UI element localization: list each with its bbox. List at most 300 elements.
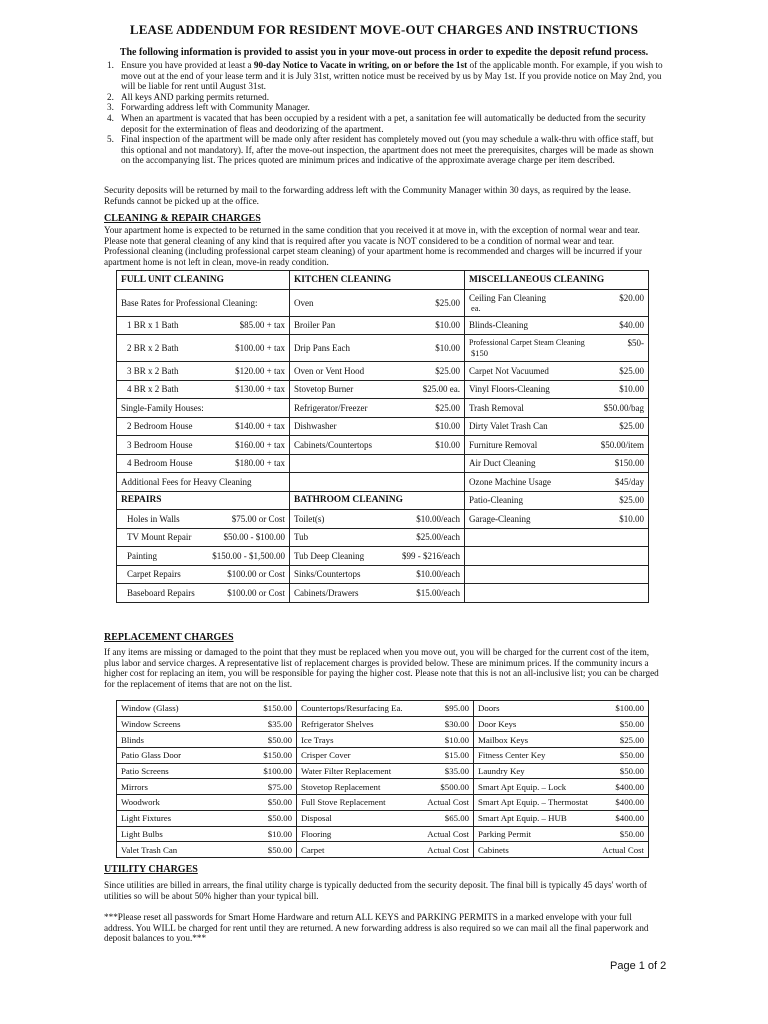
- charges-cell: [465, 528, 649, 547]
- replacement-cell: [297, 732, 474, 748]
- cleaning-paragraph: Your apartment home is expected to be returned in the same condition that you received it at move in, with the exception of normal wear and tear. Please note that general cleaning of any kind that is required after you vacate is NOT considered to be a condition of normal wear and tear. Professional cleaning (including professional carpet steam cleaning) of your apartment home is recommended and charges will be incurred if your apartment home is not left in clean, move-in ready condition.: [104, 225, 642, 267]
- charge-item-label: Ceiling Fan Cleaning: [469, 292, 546, 303]
- charges-cell: [465, 289, 649, 316]
- replacement-item-price: $10.00: [444, 734, 469, 745]
- replacement-item-label: Mirrors: [121, 781, 148, 792]
- charges-row: [117, 380, 649, 399]
- charge-item-label: Cabinets/Countertops: [294, 439, 372, 450]
- replacement-item: [478, 829, 644, 839]
- step-number: 2.: [107, 91, 114, 102]
- charges-cell: [290, 528, 465, 547]
- charges-cell: [465, 491, 649, 510]
- replacement-item-price: $100.00: [615, 703, 644, 714]
- replacement-item: [121, 735, 292, 745]
- charge-item: [469, 384, 644, 394]
- replacement-item: [301, 782, 469, 792]
- charges-cell: [290, 510, 465, 529]
- charge-item: [121, 551, 285, 561]
- charges-row: [117, 491, 649, 510]
- replacement-item-price: $500.00: [440, 781, 469, 792]
- charges-cell: [117, 473, 290, 492]
- charges-row: [117, 417, 649, 436]
- charge-item-label: Professional Carpet Steam Cleaning: [469, 338, 585, 347]
- replacement-item-label: Countertops/Resurfacing Ea.: [301, 703, 403, 714]
- charge-item: [469, 338, 644, 348]
- replacement-item: [301, 703, 469, 713]
- charge-item-label: Drip Pans Each: [294, 343, 350, 353]
- replacement-cell: [297, 795, 474, 811]
- charge-item: [469, 366, 644, 376]
- charge-item-price: $40.00: [619, 320, 644, 331]
- charge-item-label: Trash Removal: [469, 402, 524, 413]
- charge-item-label: Refrigerator/Freezer: [294, 402, 368, 413]
- charge-item-price: $99 - $216/each: [402, 550, 460, 561]
- replacement-item-label: Flooring: [301, 828, 332, 839]
- replacement-item-label: Valet Trash Can: [121, 844, 178, 855]
- replacement-item-label: Cabinets: [478, 844, 509, 855]
- charge-item: [121, 320, 285, 330]
- replacement-cell: [474, 716, 649, 732]
- charges-cell: [117, 528, 290, 547]
- replacement-item-label: Refrigerator Shelves: [301, 719, 374, 730]
- charge-item: [121, 569, 285, 579]
- charges-column-heading: REPAIRS: [117, 491, 290, 510]
- charges-cell: [290, 289, 465, 316]
- charges-cell: [290, 473, 465, 492]
- replacement-row: [117, 732, 649, 748]
- replacement-cell: [474, 732, 649, 748]
- charges-cell: [465, 335, 649, 362]
- replacement-item-price: $50.00: [267, 844, 292, 855]
- replacement-item-label: Light Bulbs: [121, 828, 163, 839]
- replacement-cell: [474, 701, 649, 717]
- charge-item: [469, 403, 644, 413]
- charge-item-label: Dishwasher: [294, 421, 337, 432]
- charge-item-price: $100.00 + tax: [235, 343, 285, 353]
- charge-item-price: $25.00: [435, 365, 460, 376]
- replacement-item-price: $50.00: [267, 813, 292, 824]
- charge-item-label: Dirty Valet Trash Can: [469, 421, 548, 432]
- charge-item-label: Garage-Cleaning: [469, 513, 531, 524]
- replacement-item-price: $50.00: [619, 766, 644, 777]
- step-item: [104, 102, 664, 113]
- charge-item-price: $10.00: [435, 343, 460, 353]
- replacement-item: [301, 750, 469, 760]
- charge-item: [294, 551, 460, 561]
- charges-row: [117, 454, 649, 473]
- cleaning-repair-charges-table: [116, 270, 649, 603]
- charge-item: [469, 477, 644, 487]
- replacement-item: [121, 703, 292, 713]
- charge-item-label: Furniture Removal: [469, 439, 538, 450]
- charge-item-label: Toilet(s): [294, 513, 325, 524]
- step-number: 1.: [107, 60, 114, 70]
- replacement-item: [478, 766, 644, 776]
- charge-item-label: Oven: [294, 297, 314, 308]
- charge-item-label: Oven or Vent Hood: [294, 365, 365, 376]
- replacement-item: [121, 782, 292, 792]
- replacement-cell: [117, 763, 297, 779]
- step-text: Ensure you have provided at least a: [121, 60, 254, 70]
- charge-item-price: $160.00 + tax: [235, 439, 285, 450]
- step-number: 5.: [107, 134, 114, 145]
- replacement-cell: [474, 842, 649, 858]
- charge-item-price: $100.00 or Cost: [227, 587, 285, 598]
- charges-cell: [465, 399, 649, 418]
- charges-row: [117, 316, 649, 335]
- deposit-paragraph: Security deposits will be returned by mail to the forwarding address left with the Community Manager within 30 days, as required by the lease. Refunds cannot be picked up at the office.: [104, 185, 631, 206]
- charges-cell: [117, 335, 290, 362]
- charges-cell: [290, 565, 465, 584]
- replacement-cell: [117, 732, 297, 748]
- replacement-cell: [474, 810, 649, 826]
- replacement-item-label: Woodwork: [121, 797, 160, 808]
- charges-cell: [290, 380, 465, 399]
- replacement-item-price: $400.00: [615, 797, 644, 808]
- replacement-item-price: $150.00: [263, 703, 292, 714]
- charges-row: [117, 528, 649, 547]
- replacement-item-price: $400.00: [615, 781, 644, 792]
- charge-item: [121, 440, 285, 450]
- replacement-item-price: $35.00: [267, 719, 292, 730]
- charge-item-price: $45/day: [615, 476, 644, 487]
- charge-item-label: 2 Bedroom House: [127, 421, 193, 432]
- charge-item-label: 2 BR x 2 Bath: [127, 343, 179, 353]
- charge-item: [294, 320, 460, 330]
- charges-cell: [290, 454, 465, 473]
- charge-item: [121, 421, 285, 431]
- replacement-cell: [297, 826, 474, 842]
- charge-item-price: $50-: [627, 338, 644, 348]
- charge-item: [121, 477, 285, 487]
- charges-cell: [117, 584, 290, 603]
- replacement-item-price: $50.00: [619, 719, 644, 730]
- charges-cell: [117, 380, 290, 399]
- charges-cell: [117, 454, 290, 473]
- replacement-section-heading: REPLACEMENT CHARGES: [104, 632, 234, 643]
- replacement-item-price: $75.00: [267, 781, 292, 792]
- charge-item-price: $25.00: [619, 421, 644, 432]
- replacement-cell: [297, 810, 474, 826]
- replacement-item: [121, 719, 292, 729]
- replacement-paragraph: If any items are missing or damaged to the point that they must be replaced when you move out, you will be charged for the current cost of the item, plus labor and service charges. A representative list of replacement charges is provided below. These are minimum prices. If the community incurs a higher cost for replacing an item, you will be responsible for paying the higher cost. Please note that this is not an all-inclusive list; you can be charged for the replacement of items that are not on the list.: [104, 647, 659, 689]
- step-item: [104, 92, 664, 103]
- charge-item-label: Carpet Not Vacuumed: [469, 365, 549, 376]
- step-emphasis: 90-day Notice to Vacate in writing, on or before the 1st: [253, 60, 468, 70]
- charges-row: [117, 584, 649, 603]
- replacement-row: [117, 779, 649, 795]
- charge-item: [294, 366, 460, 376]
- page-number: Page 1 of 2: [610, 960, 667, 972]
- charges-cell: [290, 547, 465, 566]
- replacement-item: [121, 750, 292, 760]
- utility-paragraph: Since utilities are billed in arrears, the final utility charge is typically deducted from the security deposit. The final bill is typically 45 days' worth of utilities so will be about 50% higher than your typical bill.: [104, 880, 647, 901]
- replacement-item-label: Ice Trays: [301, 734, 334, 745]
- replacement-item-label: Mailbox Keys: [478, 734, 529, 745]
- charge-item: [294, 440, 460, 450]
- charges-column-heading: BATHROOM CLEANING: [290, 491, 465, 510]
- charge-item: [121, 298, 285, 308]
- replacement-item: [301, 797, 469, 807]
- charge-item-price: $10.00: [435, 421, 460, 432]
- charges-cell: [465, 380, 649, 399]
- replacement-cell: [117, 701, 297, 717]
- charge-item: [121, 532, 285, 542]
- charges-cell: [465, 584, 649, 603]
- charge-item-label: Cabinets/Drawers: [294, 587, 359, 598]
- charge-item-price: $140.00 + tax: [235, 421, 285, 432]
- replacement-item: [478, 750, 644, 760]
- replacement-item-price: $25.00: [619, 734, 644, 745]
- charges-cell: [465, 510, 649, 529]
- replacement-item-label: Blinds: [121, 734, 144, 745]
- replacement-item: [301, 829, 469, 839]
- replacement-row: [117, 795, 649, 811]
- replacement-cell: [117, 779, 297, 795]
- replacement-cell: [117, 826, 297, 842]
- replacement-cell: [117, 842, 297, 858]
- charge-item: [294, 569, 460, 579]
- charge-item-label: 4 Bedroom House: [127, 458, 193, 469]
- charge-item-price: $180.00 + tax: [235, 458, 285, 469]
- charge-item-label: Stovetop Burner: [294, 384, 354, 395]
- charges-cell: [465, 565, 649, 584]
- step-text: Final inspection of the apartment will be made only after resident has completely moved out (you may schedule a walk-thru with office staff, but this optional and not mandatory). If, after the move-out inspection, the apartment does not meet the prerequisites, charges will be made as shown on the accompanying list. The prices quoted are minimum prices and indicative of the approximate average charge per item described.: [121, 134, 654, 166]
- charge-item: [294, 532, 460, 542]
- charges-column-heading: MISCELLANEOUS CLEANING: [465, 271, 649, 290]
- replacement-item: [301, 719, 469, 729]
- replacement-cell: [474, 779, 649, 795]
- replacement-item-price: $65.00: [444, 813, 469, 824]
- charge-item-label: TV Mount Repair: [127, 532, 192, 543]
- charges-cell: [465, 473, 649, 492]
- replacement-item: [478, 797, 644, 807]
- replacement-item: [478, 845, 644, 855]
- replacement-item-price: $30.00: [444, 719, 469, 730]
- step-text-continued: of the applicable month. For example, if you wish to move out at the end of your lease term and it is July 31st, written notice must be received by us by May 1st. If you provide notice on May 2nd, you will be liable for rent until August 31st.: [121, 60, 663, 92]
- charges-cell: [117, 510, 290, 529]
- charge-item: [294, 588, 460, 598]
- replacement-row: [117, 763, 649, 779]
- charge-item-price: $10.00: [619, 513, 644, 524]
- charges-cell: [465, 547, 649, 566]
- charge-item: [121, 514, 285, 524]
- step-item: [104, 113, 664, 134]
- replacement-item-price: $100.00: [263, 766, 292, 777]
- step-item: [104, 134, 664, 166]
- charge-item-label: Single-Family Houses:: [121, 402, 204, 413]
- replacement-item-price: Actual Cost: [427, 844, 469, 855]
- step-text: Forwarding address left with Community Manager.: [121, 102, 310, 113]
- intro-statement: The following information is provided to assist you in your move-out process in order to expedite the deposit refund process.: [119, 47, 649, 58]
- charge-item-label: Blinds-Cleaning: [469, 320, 528, 331]
- replacement-cell: [117, 748, 297, 764]
- replacement-item-price: $15.00: [444, 750, 469, 761]
- replacement-cell: [297, 701, 474, 717]
- charge-item-price: $50.00/bag: [603, 402, 644, 413]
- charge-item: [294, 298, 460, 308]
- charge-item: [469, 458, 644, 468]
- charge-item: [469, 293, 644, 303]
- replacement-cell: [474, 795, 649, 811]
- replacement-item: [121, 797, 292, 807]
- replacement-item: [121, 845, 292, 855]
- charge-item-label: Ozone Machine Usage: [469, 476, 551, 487]
- charges-row: [117, 335, 649, 362]
- charge-item: [294, 343, 460, 353]
- charges-column-heading: KITCHEN CLEANING: [290, 271, 465, 290]
- charge-item-price: $130.00 + tax: [235, 384, 285, 395]
- charge-item-price: $150.00 - $1,500.00: [212, 550, 285, 561]
- charges-cell: [290, 316, 465, 335]
- charges-cell: [117, 316, 290, 335]
- charges-cell: [290, 436, 465, 455]
- charge-item: [121, 403, 285, 413]
- charges-row: [117, 547, 649, 566]
- charge-item-price: $50.00/item: [600, 439, 644, 450]
- charges-cell: [465, 417, 649, 436]
- charge-item-price: $50.00 - $100.00: [223, 532, 285, 543]
- replacement-cell: [474, 748, 649, 764]
- step-text: When an apartment is vacated that has been occupied by a resident with a pet, a sanitation fee will automatically be deducted from the security deposit for the extermination of fleas and deodorizing of the apartment.: [121, 112, 646, 134]
- charge-item-price: $75.00 or Cost: [231, 513, 285, 524]
- step-text: All keys AND parking permits returned.: [121, 91, 269, 102]
- replacement-item-price: $150.00: [263, 750, 292, 761]
- document-title: LEASE ADDENDUM FOR RESIDENT MOVE-OUT CHARGES AND INSTRUCTIONS: [129, 22, 639, 37]
- replacement-row: [117, 701, 649, 717]
- replacement-row: [117, 748, 649, 764]
- charge-item: [294, 421, 460, 431]
- charge-item-price: $25.00/each: [416, 532, 460, 543]
- charge-item-price: $25.00: [619, 365, 644, 376]
- reset-instructions: ***Please reset all passwords for Smart Home Hardware and return ALL KEYS and PARKING PERMITS in a marked envelope with your full address. You WILL be charged for rent until they are returned. A new forwarding address is also required so we can mail all the final paperwork and deposit balances to you.***: [104, 912, 649, 944]
- charge-item-label: Sinks/Countertops: [294, 569, 361, 580]
- charge-item-label: Carpet Repairs: [127, 569, 181, 580]
- charge-item: [469, 495, 644, 505]
- replacement-item-price: $50.00: [267, 797, 292, 808]
- replacement-row: [117, 810, 649, 826]
- charge-item-label: Base Rates for Professional Cleaning:: [121, 297, 258, 308]
- charge-item-label: 1 BR x 1 Bath: [127, 320, 179, 331]
- replacement-cell: [474, 763, 649, 779]
- charge-item-price: $15.00/each: [416, 587, 460, 598]
- move-out-steps: [104, 60, 664, 166]
- replacement-cell: [297, 716, 474, 732]
- charge-item-price: $85.00 + tax: [239, 320, 285, 331]
- replacement-item-price: $95.00: [444, 703, 469, 714]
- replacement-cell: [297, 763, 474, 779]
- charge-item-label: Painting: [127, 550, 158, 561]
- replacement-item-price: $50.00: [619, 828, 644, 839]
- charge-item-price: $25.00: [619, 495, 644, 506]
- replacement-item-label: Patio Screens: [121, 766, 169, 777]
- replacement-item: [121, 829, 292, 839]
- replacement-row: [117, 716, 649, 732]
- step-number: 3.: [107, 102, 114, 113]
- charges-cell: [117, 362, 290, 381]
- charges-cell: [290, 335, 465, 362]
- charges-row: [117, 473, 649, 492]
- charge-item: [294, 514, 460, 524]
- replacement-item: [121, 766, 292, 776]
- charges-row: [117, 510, 649, 529]
- replacement-item-label: Water Filter Replacement: [301, 766, 392, 777]
- charge-item-label: Tub Deep Cleaning: [294, 550, 365, 561]
- replacement-item-label: Fitness Center Key: [478, 750, 546, 761]
- replacement-item-price: Actual Cost: [602, 844, 644, 855]
- step-item: [104, 60, 664, 92]
- charges-cell: [117, 547, 290, 566]
- replacement-item-price: $10.00: [267, 828, 292, 839]
- step-number: 4.: [107, 112, 114, 123]
- charges-row: [117, 436, 649, 455]
- charge-item-label: Holes in Walls: [127, 513, 180, 524]
- replacement-item-label: Smart Apt Equip. – HUB: [478, 813, 567, 824]
- replacement-item-label: Full Stove Replacement: [301, 797, 386, 808]
- charges-cell: [290, 584, 465, 603]
- charge-item-price: $25.00 ea.: [422, 384, 460, 395]
- charges-cell: [290, 399, 465, 418]
- replacement-cell: [297, 748, 474, 764]
- replacement-item: [121, 813, 292, 823]
- charge-item-label: Vinyl Floors-Cleaning: [469, 384, 550, 395]
- charge-item: [469, 320, 644, 330]
- replacement-item-label: Door Keys: [478, 719, 517, 730]
- replacement-item-label: Light Fixtures: [121, 813, 172, 824]
- replacement-item-price: $50.00: [619, 750, 644, 761]
- replacement-item: [301, 813, 469, 823]
- charge-item-price: $10.00/each: [416, 513, 460, 524]
- utility-section-heading: UTILITY CHARGES: [104, 864, 198, 875]
- replacement-item: [301, 766, 469, 776]
- replacement-item-label: Window (Glass): [121, 703, 179, 714]
- charge-item: [121, 384, 285, 394]
- replacement-charges-table: [116, 700, 649, 858]
- charge-item-label: Broiler Pan: [294, 320, 336, 331]
- charge-item-price: $150.00: [614, 458, 644, 469]
- charges-cell: [117, 289, 290, 316]
- replacement-item: [301, 845, 469, 855]
- charge-item-price: $10.00: [435, 439, 460, 450]
- replacement-item-label: Crisper Cover: [301, 750, 351, 761]
- replacement-item: [301, 735, 469, 745]
- replacement-item-price: Actual Cost: [427, 828, 469, 839]
- replacement-item-price: $35.00: [444, 766, 469, 777]
- charge-item: [294, 403, 460, 413]
- charge-item-price: $10.00: [435, 320, 460, 331]
- replacement-cell: [117, 810, 297, 826]
- charges-cell: [117, 436, 290, 455]
- charges-row: [117, 565, 649, 584]
- charge-item: [121, 458, 285, 468]
- charge-item-price: $25.00: [435, 402, 460, 413]
- replacement-item-label: Parking Permit: [478, 828, 532, 839]
- charge-item-price: $25.00: [435, 297, 460, 308]
- replacement-item-label: Window Screens: [121, 719, 181, 730]
- replacement-item: [478, 813, 644, 823]
- charge-item: [121, 343, 285, 353]
- replacement-item-price: Actual Cost: [427, 797, 469, 808]
- charge-item: [121, 588, 285, 598]
- replacement-item: [478, 782, 644, 792]
- replacement-item: [478, 719, 644, 729]
- charge-item-label: 3 BR x 2 Bath: [127, 365, 179, 376]
- replacement-item-label: Smart Apt Equip. – Thermostat: [478, 797, 589, 808]
- charges-column-heading: FULL UNIT CLEANING: [117, 271, 290, 290]
- replacement-item-price: $400.00: [615, 813, 644, 824]
- charges-cell: [117, 399, 290, 418]
- charges-cell: [465, 454, 649, 473]
